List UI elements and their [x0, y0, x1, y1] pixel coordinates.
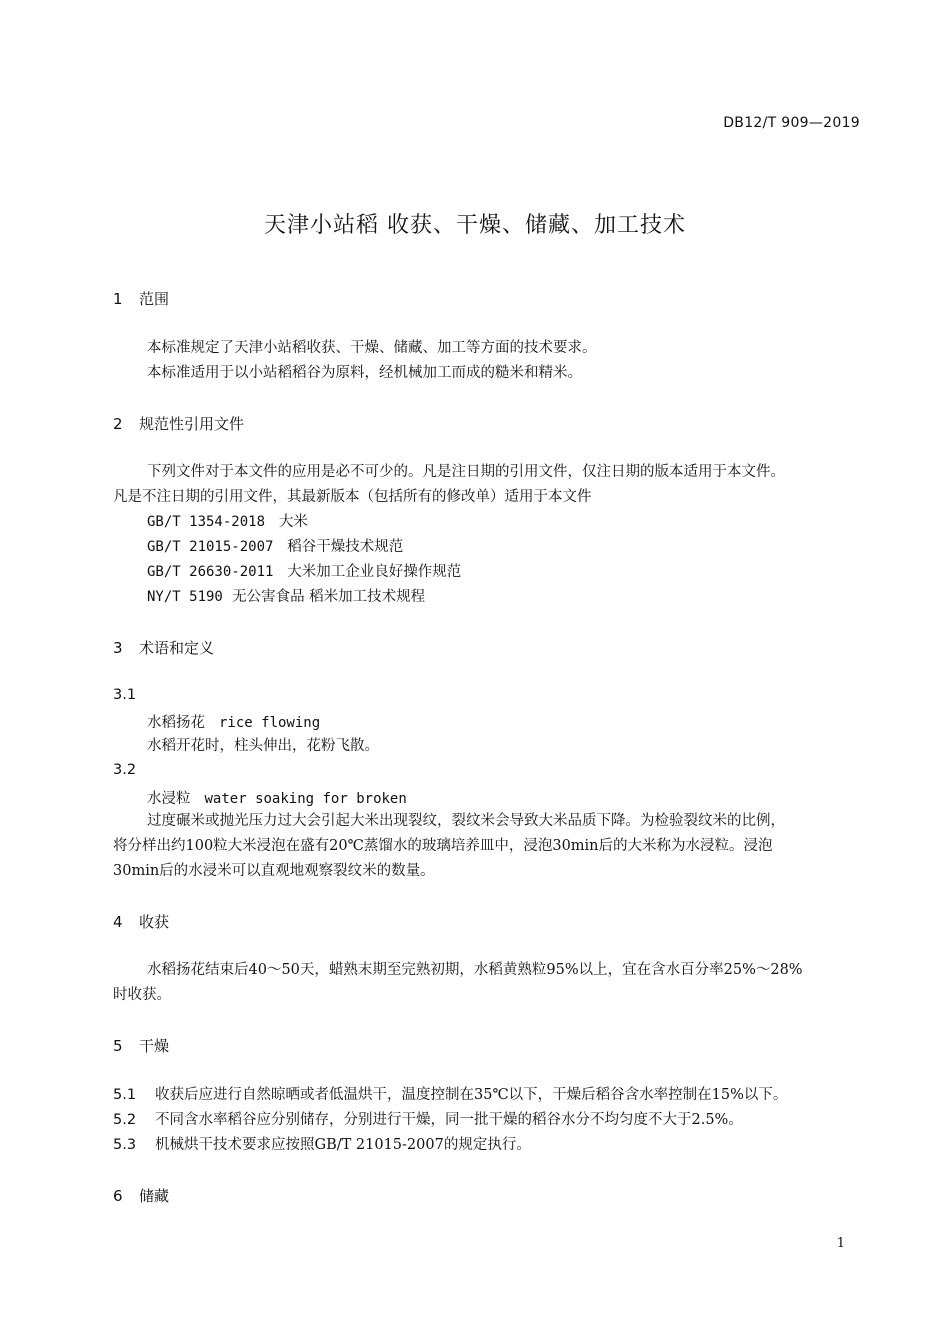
reference-code: GB/T 26630-2011	[147, 564, 274, 580]
reference-name: 大米加工企业良好操作规范	[287, 564, 462, 580]
clause-number: 5.2	[113, 1112, 137, 1128]
section-title: 术语和定义	[139, 639, 215, 657]
term-english: rice flowing	[219, 715, 321, 731]
section-title: 范围	[139, 290, 170, 308]
reference-name: 无公害食品 稻米加工技术规程	[232, 589, 426, 605]
section-number: 6	[113, 1187, 123, 1205]
clause-text: 机械烘干技术要求应按照GB/T 21015-2007的规定执行。	[155, 1137, 531, 1153]
reference-item	[147, 585, 861, 610]
reference-code: GB/T 1354-2018	[147, 514, 266, 530]
clause-number: 5.1	[113, 1087, 137, 1103]
term-chinese: 水稻扬花	[147, 715, 205, 731]
clause-number: 5.3	[113, 1137, 137, 1153]
clause-text: 收获后应进行自然晾晒或者低温烘干，温度控制在35℃以下，干燥后稻谷含水率控制在15%以下。	[155, 1087, 788, 1103]
section-heading-scope	[113, 288, 169, 309]
document-title: 天津小站稻 收获、干燥、储藏、加工技术	[264, 213, 686, 238]
term-definition: 过度碾米或抛光压力过大会引起大米出现裂纹，裂纹米会导致大米品质下降。为检验裂纹米的比例，	[147, 813, 785, 829]
paragraph: 下列文件对于本文件的应用是必不可少的。凡是注日期的引用文件，仅注日期的版本适用于本文件。	[147, 464, 785, 480]
term-chinese: 水浸粒	[147, 791, 191, 807]
section-heading-drying	[113, 1035, 169, 1056]
paragraph: 时收获。	[113, 987, 171, 1003]
section-title: 干燥	[139, 1037, 170, 1055]
term-number: 3.2	[113, 762, 137, 778]
term-entry	[147, 787, 407, 808]
term-english: water soaking for broken	[204, 791, 407, 807]
paragraph: 本标准规定了天津小站稻收获、干燥、储藏、加工等方面的技术要求。	[147, 340, 597, 356]
reference-item	[147, 560, 861, 585]
paragraph: 本标准适用于以小站稻稻谷为原料，经机械加工而成的糙米和精米。	[147, 365, 582, 381]
clause-item	[113, 1083, 787, 1104]
term-definition: 30min后的水浸米可以直观地观察裂纹米的数量。	[113, 863, 435, 879]
paragraph: 水稻扬花结束后40～50天，蜡熟末期至完熟初期，水稻黄熟粒95%以上，宜在含水百分率25%～28%	[147, 962, 803, 978]
term-number: 3.1	[113, 687, 137, 703]
clause-text: 不同含水率稻谷应分别储存，分别进行干燥，同一批干燥的稻谷水分不均匀度不大于2.5%。	[155, 1112, 743, 1128]
section-heading-storage	[113, 1185, 169, 1206]
section-heading-terms	[113, 637, 214, 658]
section-number: 1	[113, 290, 123, 308]
section-heading-harvest	[113, 911, 169, 932]
reference-name: 大米	[278, 514, 308, 530]
section-number: 3	[113, 639, 123, 657]
page-number: 1	[836, 1236, 845, 1251]
reference-name: 稻谷干燥技术规范	[287, 539, 404, 555]
reference-item	[147, 510, 861, 535]
term-definition: 水稻开花时，柱头伸出，花粉飞散。	[147, 738, 379, 754]
reference-code: GB/T 21015-2007	[147, 539, 274, 555]
section-title: 储藏	[139, 1187, 170, 1205]
section-title: 收获	[139, 913, 170, 931]
section-number: 5	[113, 1037, 123, 1055]
section-title: 规范性引用文件	[139, 415, 245, 433]
clause-item	[113, 1108, 743, 1129]
reference-item	[147, 535, 861, 560]
term-definition: 将分样出约100粒大米浸泡在盛有20℃蒸馏水的玻璃培养皿中，浸泡30min后的大米称为水浸粒。浸泡	[113, 838, 773, 854]
clause-item	[113, 1133, 531, 1154]
standard-number: DB12/T 909—2019	[723, 115, 860, 131]
section-number: 2	[113, 415, 123, 433]
section-heading-normative-references	[113, 413, 244, 434]
section-number: 4	[113, 913, 123, 931]
paragraph: 凡是不注日期的引用文件，其最新版本（包括所有的修改单）适用于本文件	[113, 489, 592, 505]
term-entry	[147, 711, 320, 732]
reference-code: NY/T 5190	[147, 589, 223, 605]
